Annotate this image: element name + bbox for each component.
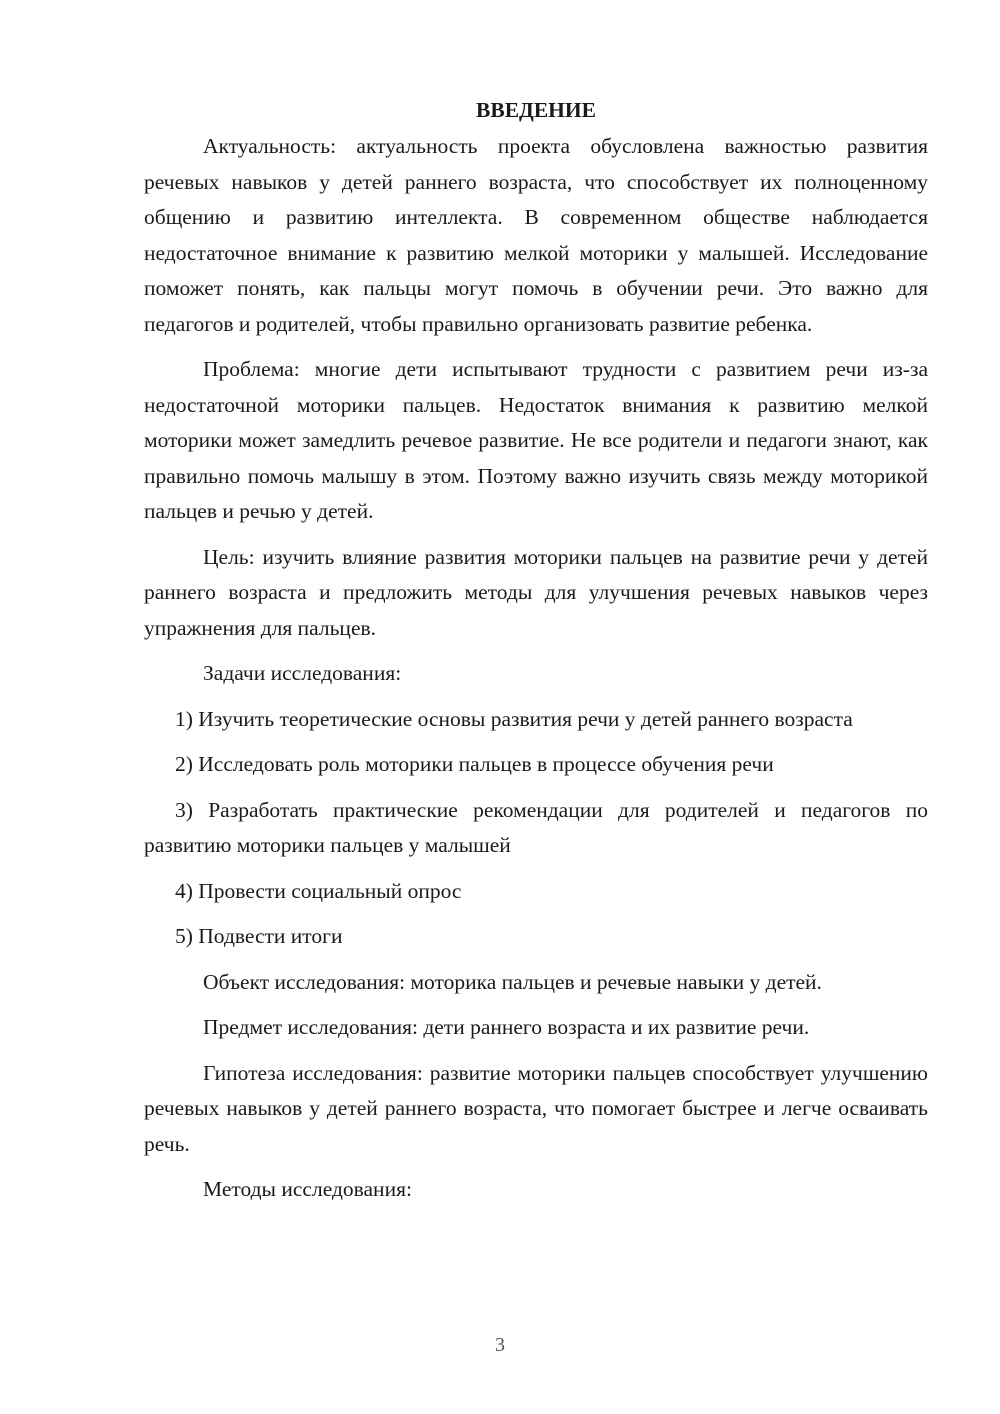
paragraph-hypothesis: Гипотеза исследования: развитие моторики пальцев способствует улучшению речевых навыков у детей раннего возраста, что помогает быстрее и легче осваивать речь.	[144, 1060, 928, 1156]
task-item-4: 4) Провести социальный опрос	[175, 878, 462, 903]
task-item-1: 1) Изучить теоретические основы развития речи у детей раннего возраста	[175, 706, 853, 731]
paragraph-problem: Проблема: многие дети испытывают трудности с развитием речи из-за недостаточной моторики пальцев. Недостаток внимания к развитию мелкой моторики может замедлить речевое развитие. Не все родители и педагоги знают, как правильно помочь малышу в этом. Поэтому важно изучить связь между моторикой пальцев и речью у детей.	[144, 357, 928, 523]
paragraph-subject: Предмет исследования: дети раннего возраста и их развитие речи.	[203, 1015, 810, 1039]
task-item-2: 2) Исследовать роль моторики пальцев в процессе обучения речи	[175, 752, 774, 776]
section-title: ВВЕДЕНИЕ	[476, 98, 596, 122]
paragraph-object: Объект исследования: моторика пальцев и речевые навыки у детей.	[203, 969, 822, 994]
paragraph-relevance: Актуальность: актуальность проекта обусловлена важностью развития речевых навыков у детей раннего возраста, что способствует их полноценному общению и развитию интеллекта. В современном обществе наблюдается недостаточное внимание к развитию мелкой моторики у малышей. Исследование поможет понять, как пальцы могут помочь в обучении речи. Это важно для педагогов и родителей, чтобы правильно организовать развитие ребенка.	[144, 134, 928, 336]
task-item-5: 5) Подвести итоги	[175, 924, 343, 948]
task-item-3: 3) Разработать практические рекомендации для родителей и педагогов по развитию моторики пальцев у малышей	[144, 797, 928, 857]
document-page	[144, 92, 928, 1208]
page-number: 3	[495, 1334, 505, 1356]
tasks-heading: Задачи исследования:	[203, 661, 402, 685]
methods-heading: Методы исследования:	[203, 1177, 412, 1201]
paragraph-goal: Цель: изучить влияние развития моторики пальцев на развитие речи у детей раннего возраста и предложить методы для улучшения речевых навыков через упражнения для пальцев.	[144, 544, 928, 640]
